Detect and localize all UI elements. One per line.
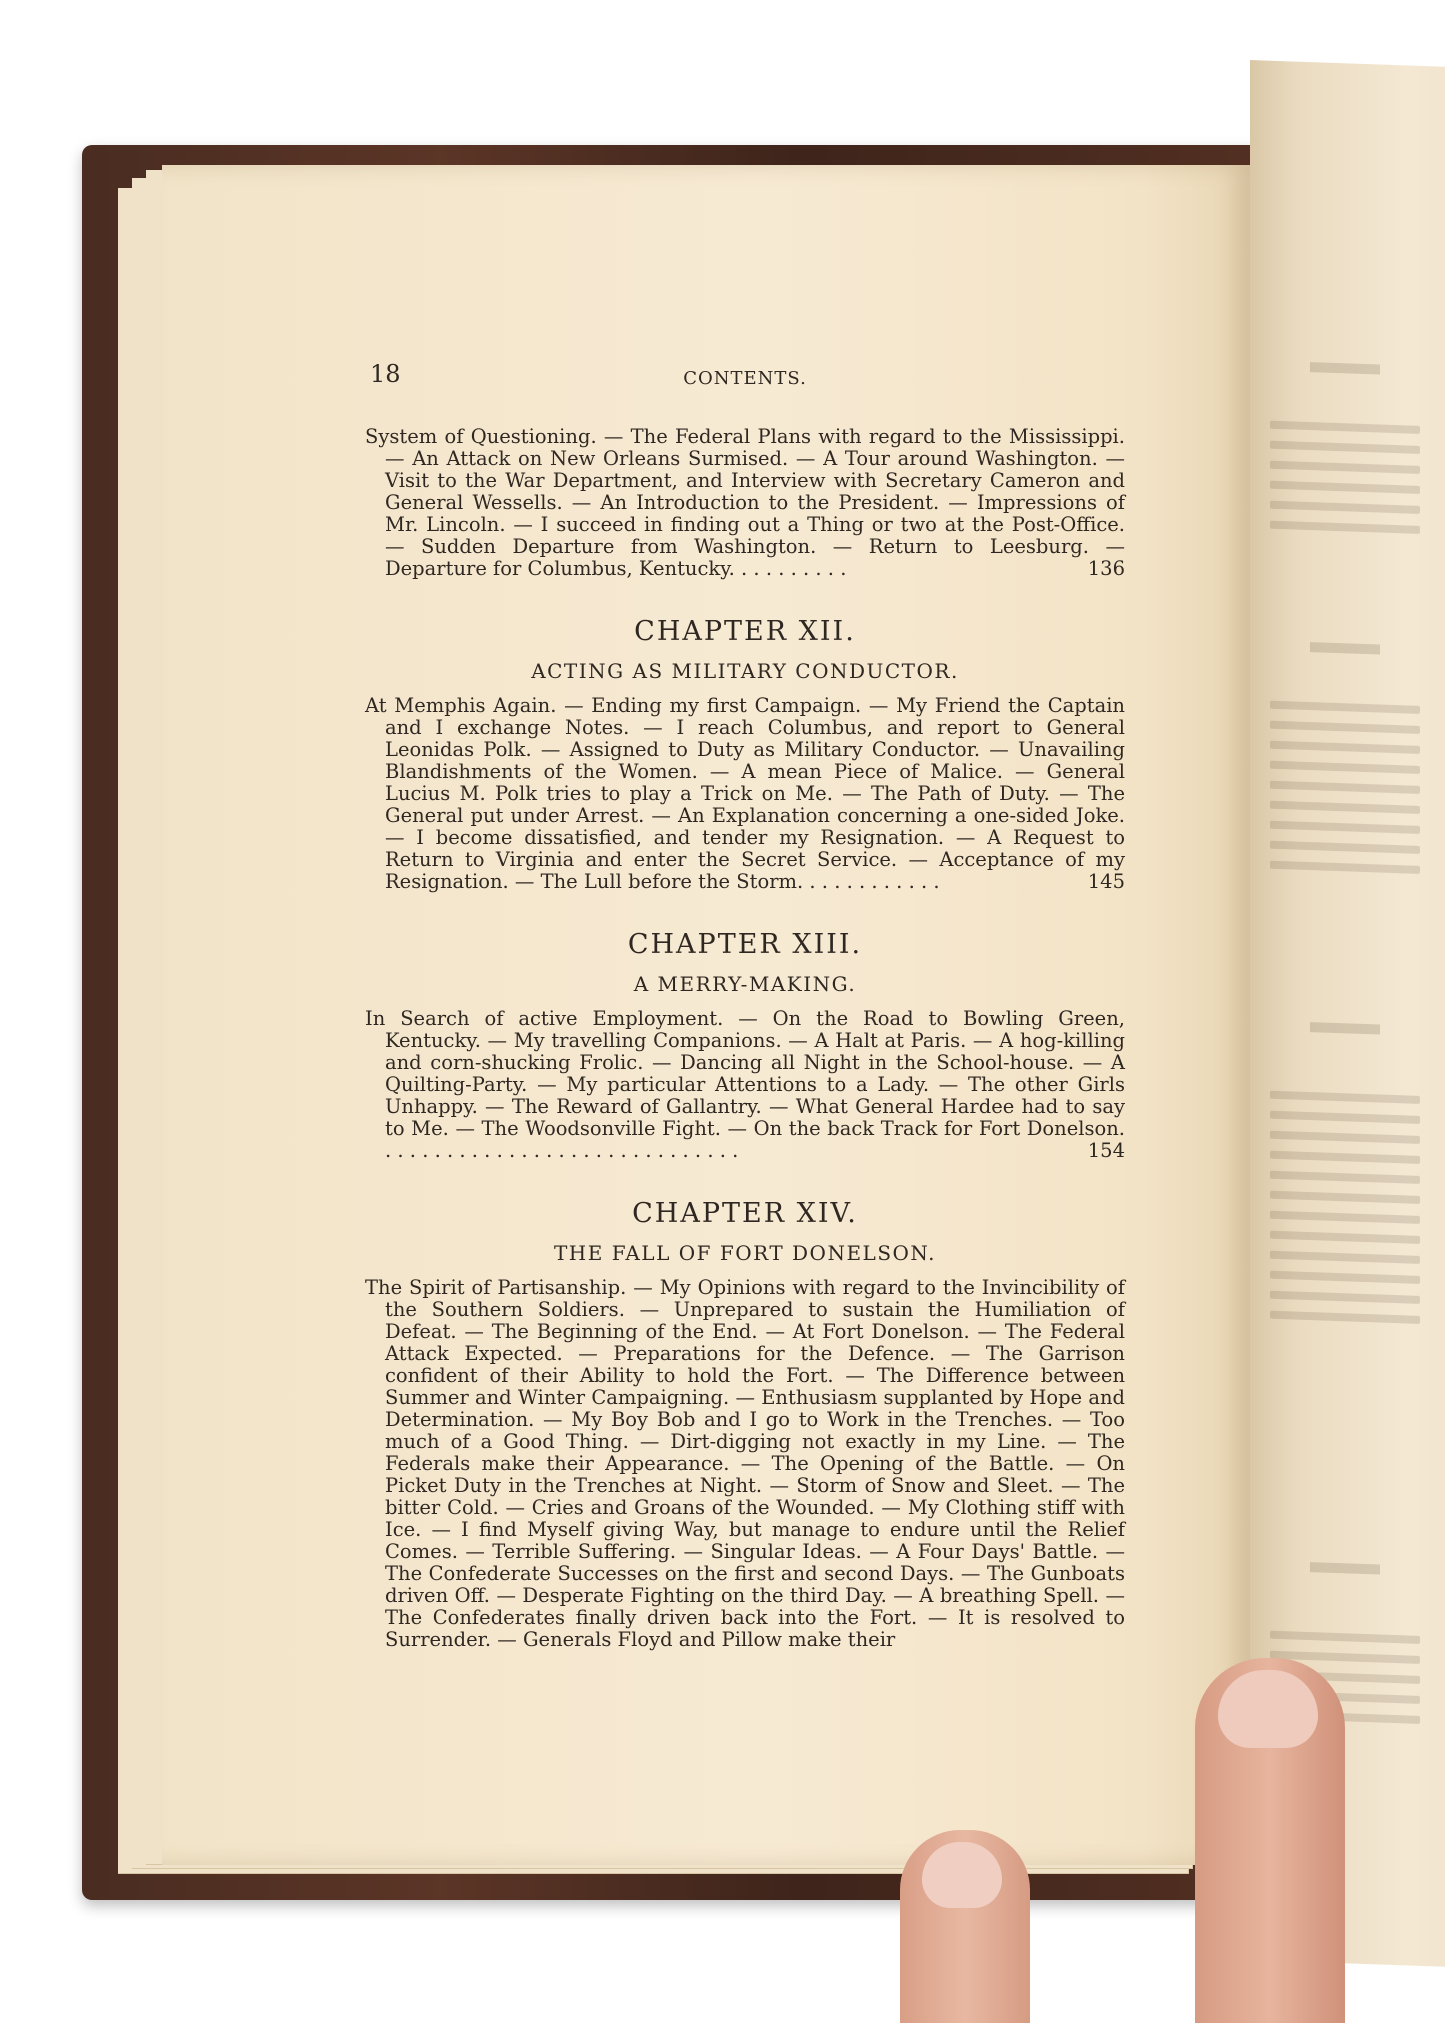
chapter-summary — [365, 695, 1125, 893]
chapter-summary — [365, 1277, 1125, 1651]
faded-text-block — [1270, 1091, 1420, 1336]
running-head — [365, 360, 1125, 396]
chapter-heading: CHAPTER XII. — [634, 616, 856, 647]
chapter-title: THE FALL OF FORT DONELSON. — [553, 1241, 937, 1265]
running-title: CONTENTS. — [683, 368, 807, 389]
summary-text: The Spirit of Partisanship. — My Opinions with regard to the Invincibility of the Southern Soldiers. — Unprepared to sustain the Humiliation of Defeat. — The Beginning of the End. — At Fort Donelson. — The Federal Attack Expected. — Preparations for the Defence. — The Garrison confident of their Ability to hold the Fort. — The Difference between Summer and Winter Campaigning. — Enthusiasm supplanted by Hope and Determination. — My Boy Bob and I go to Work in the Trenches. — Too much of a Good Thing. — Dirt-digging not exactly in my Line. — The Federals make their Appearance. — The Opening of the Battle. — On Picket Duty in the Trenches at Night. — Storm of Snow and Sleet. — The bitter Cold. — Cries and Groans of the Wounded. — My Clothing stiff with Ice. — I find Myself giving Way, but manage to endure until the Relief Comes. — Terrible Suffering. — Singular Ideas. — A Four Days' Battle. — The Confederate Successes on the first and second Days. — The Gunboats driven Off. — Desperate Fighting on the third Day. — A breathing Spell. — The Confederates finally driven back into the Fort. — It is resolved to Surrender. — Generals Floyd and Pillow make their — [365, 1276, 1125, 1651]
chapter-heading: CHAPTER XIII. — [627, 929, 863, 960]
faded-text-block — [1270, 421, 1420, 546]
faded-heading — [1310, 362, 1380, 374]
chapter-summary — [365, 1008, 1125, 1162]
thumbnail — [1218, 1670, 1318, 1748]
summary-text: System of Questioning. — The Federal Plans with regard to the Mississippi. — An Attack on New Orleans Surmised. — A Tour around Washington. — Visit to the War Department, and Interview with Secretary Cameron and General Wessells. — An Introduction to the President. — Impressions of Mr. Lincoln. — I succeed in finding out a Thing or two at the Post-Office. — Sudden Departure from Washington. — Return to Leesburg. — Departure for Columbus, Kentucky. . . . . . . . . . — [365, 425, 1125, 580]
page-reference: 154 — [1087, 1139, 1125, 1162]
summary-text: At Memphis Again. — Ending my first Campaign. — My Friend the Captain and I exchange Notes. — I reach Columbus, and report to General Leonidas Polk. — Assigned to Duty as Military Conductor. — Unavailing Blandishments of the Women. — A mean Piece of Malice. — General Lucius M. Polk tries to play a Trick on Me. — The Path of Duty. — The General put under Arrest. — An Explanation concerning a one-sided Joke. — I become dissatisfied, and tender my Resignation. — A Request to Return to Virginia and enter the Secret Service. — Acceptance of my Resignation. — The Lull before the Storm. . . . . . . . . . . . — [365, 694, 1125, 893]
chapter-entry — [365, 616, 1125, 893]
summary-text: In Search of active Employment. — On the Road to Bowling Green, Kentucky. — My travelling Companions. — A Halt at Paris. — A hog-killing and corn-shucking Frolic. — Dancing all Night in the School-house. — A Quilting-Party. — My particular Attentions to a Lady. — The other Girls Unhappy. — The Reward of Gallantry. — What General Hardee had to say to Me. — The Woodsonville Fight. — On the back Track for Fort Donelson. . . . . . . . . . . . . . . . . . . . . . . . . . . . . . — [365, 1007, 1125, 1162]
contents-text — [365, 360, 1125, 1651]
faded-heading — [1310, 1562, 1380, 1574]
page-number: 18 — [370, 360, 401, 388]
faded-heading — [1310, 1022, 1380, 1034]
page-reference: 136 — [1087, 557, 1125, 580]
fingernail — [922, 1842, 1002, 1908]
chapter-summary — [365, 426, 1125, 580]
faded-heading — [1310, 642, 1380, 654]
chapter-entry — [365, 1198, 1125, 1651]
page-reference: 145 — [1087, 870, 1125, 893]
chapter-title: A MERRY-MAKING. — [633, 972, 857, 996]
faded-text-block — [1270, 701, 1420, 886]
chapter-entry — [365, 929, 1125, 1162]
chapter-heading: CHAPTER XIV. — [632, 1198, 858, 1229]
chapter-title: ACTING AS MILITARY CONDUCTOR. — [531, 659, 959, 683]
